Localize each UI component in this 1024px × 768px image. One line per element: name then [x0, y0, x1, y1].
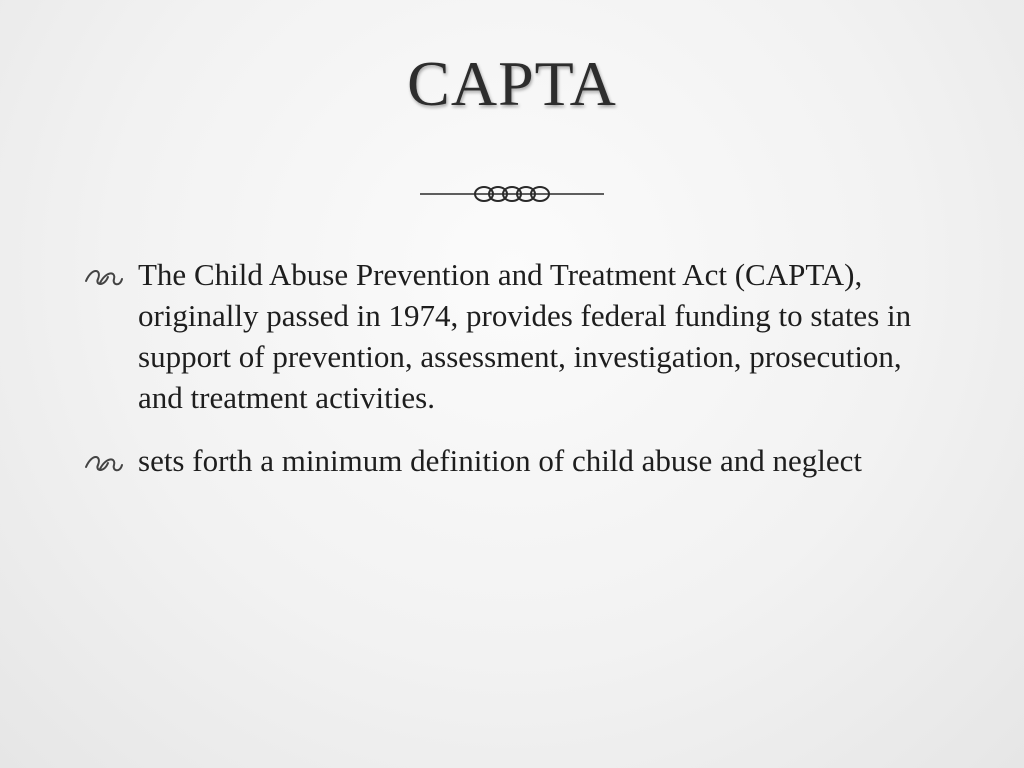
curl-bullet-icon — [84, 263, 124, 291]
bullet-item — [84, 254, 944, 418]
bullet-list — [84, 254, 944, 503]
slide-title: CAPTA — [407, 48, 617, 119]
bullet-item — [84, 440, 944, 481]
bullet-text: sets forth a minimum definition of child abuse and neglect — [138, 443, 863, 478]
title-divider-ornament — [420, 178, 604, 210]
bullet-text: The Child Abuse Prevention and Treatment Act (CAPTA), originally passed in 1974, provides federal funding to states in support of prevention, assessment, investigation, prosecution, and treatment activities. — [138, 257, 912, 415]
curl-bullet-icon — [84, 449, 124, 477]
